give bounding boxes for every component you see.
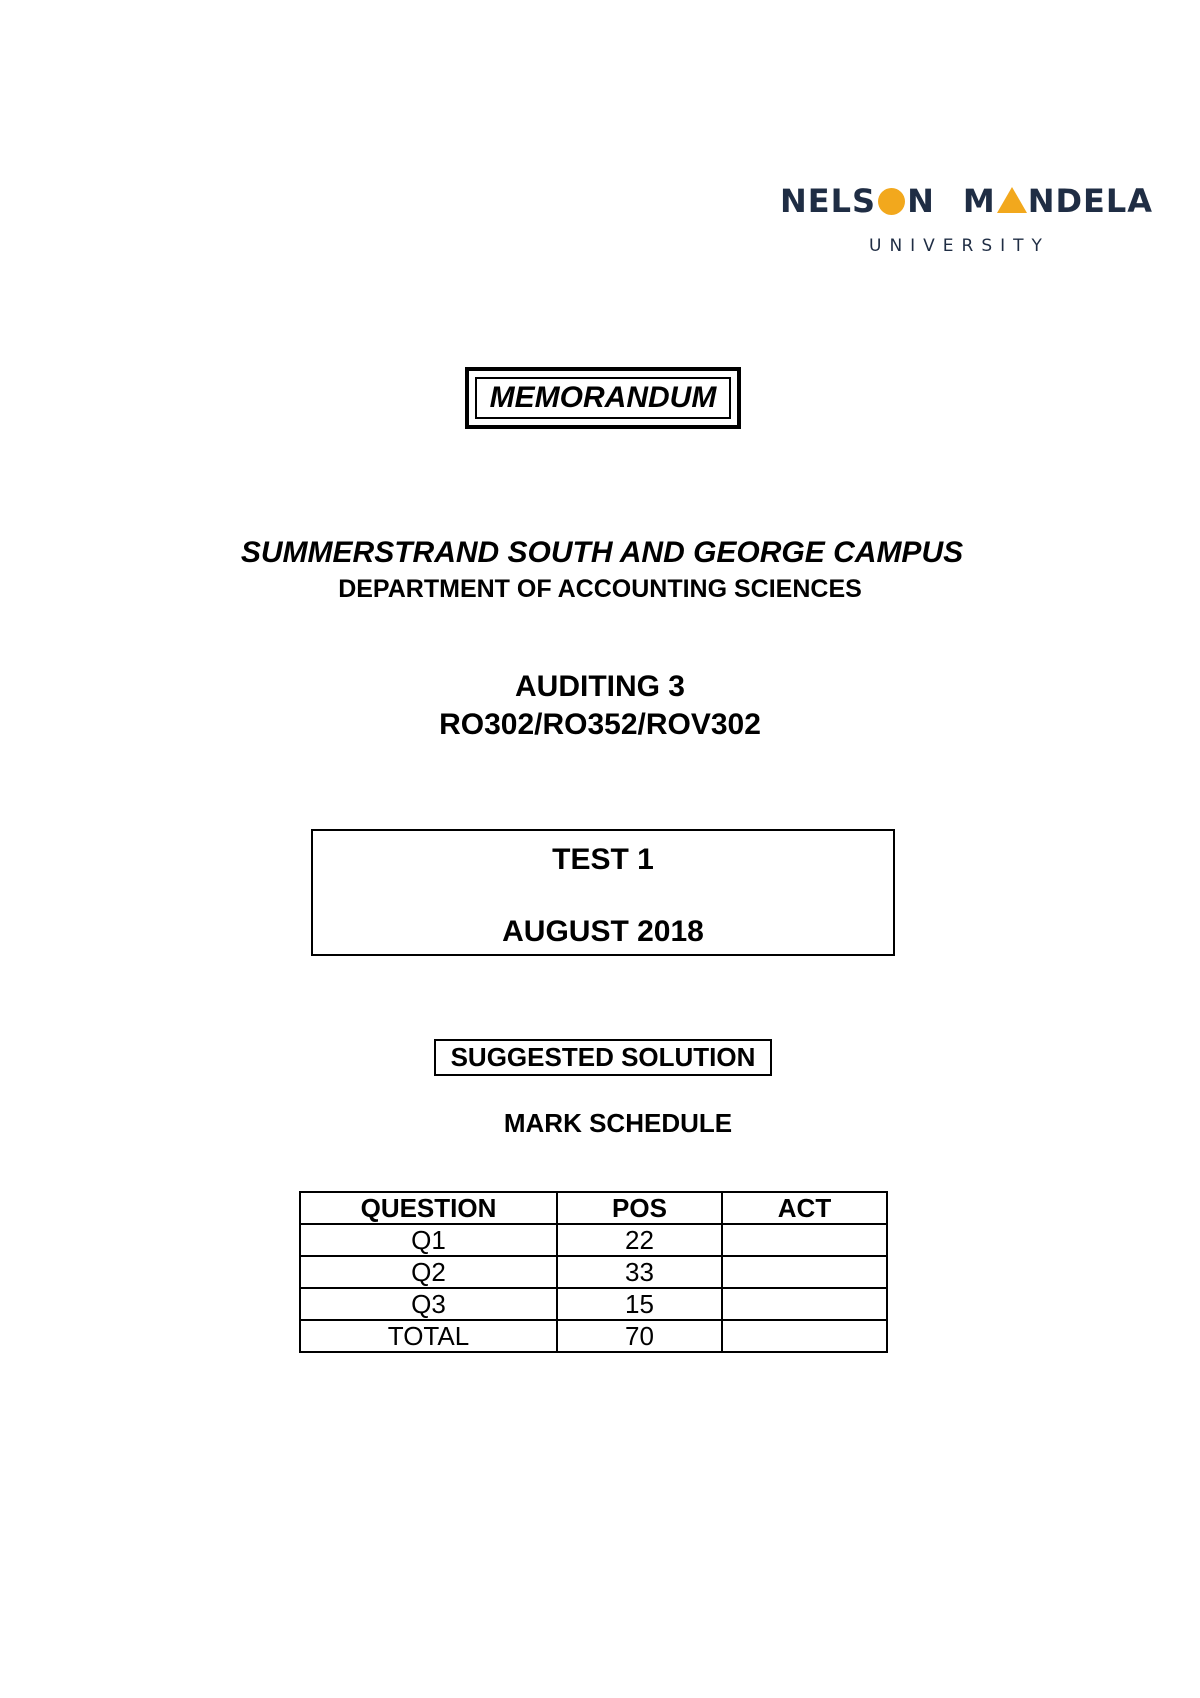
logo-word-ndela: NDELA <box>1027 182 1154 220</box>
course-title: AUDITING 3 <box>514 670 685 703</box>
header-pos: POS <box>557 1192 722 1224</box>
memorandum-frame <box>465 367 741 429</box>
cell-pos: 15 <box>557 1288 722 1320</box>
test-date: AUGUST 2018 <box>502 915 704 948</box>
table-header-row <box>300 1192 887 1224</box>
cell-act <box>722 1224 887 1256</box>
cell-act <box>722 1320 887 1352</box>
logo-wordmark <box>780 178 1153 224</box>
header-question: QUESTION <box>300 1192 557 1224</box>
logo-word-m: M <box>962 182 996 220</box>
cell-question: TOTAL <box>300 1320 557 1352</box>
mark-schedule-table <box>299 1191 888 1353</box>
table-row <box>300 1256 887 1288</box>
memorandum-title: MEMORANDUM <box>475 377 731 419</box>
header-act: ACT <box>722 1192 887 1224</box>
campus-heading: SUMMERSTRAND SOUTH AND GEORGE CAMPUS <box>240 536 964 569</box>
logo-sun-circle-icon <box>878 188 905 215</box>
mark-schedule-title: MARK SCHEDULE <box>503 1108 733 1138</box>
course-codes: RO302/RO352/ROV302 <box>439 708 761 741</box>
table-row-total <box>300 1320 887 1352</box>
department-heading: DEPARTMENT OF ACCOUNTING SCIENCES <box>338 575 862 603</box>
logo-word-nels: NELS <box>780 182 877 220</box>
cell-pos: 22 <box>557 1224 722 1256</box>
logo-subtitle: UNIVERSITY <box>869 236 1050 256</box>
cell-pos: 33 <box>557 1256 722 1288</box>
cell-question: Q3 <box>300 1288 557 1320</box>
table-row <box>300 1224 887 1256</box>
cell-pos: 70 <box>557 1320 722 1352</box>
cell-question: Q1 <box>300 1224 557 1256</box>
test-info-box <box>311 829 895 956</box>
table-row <box>300 1288 887 1320</box>
cell-question: Q2 <box>300 1256 557 1288</box>
cell-act <box>722 1256 887 1288</box>
cell-act <box>722 1288 887 1320</box>
logo-mountain-triangle-icon <box>997 187 1027 213</box>
logo-word-n: N <box>907 182 935 220</box>
suggested-solution-label: SUGGESTED SOLUTION <box>434 1039 772 1076</box>
test-name: TEST 1 <box>552 843 654 876</box>
university-logo <box>780 178 1154 268</box>
